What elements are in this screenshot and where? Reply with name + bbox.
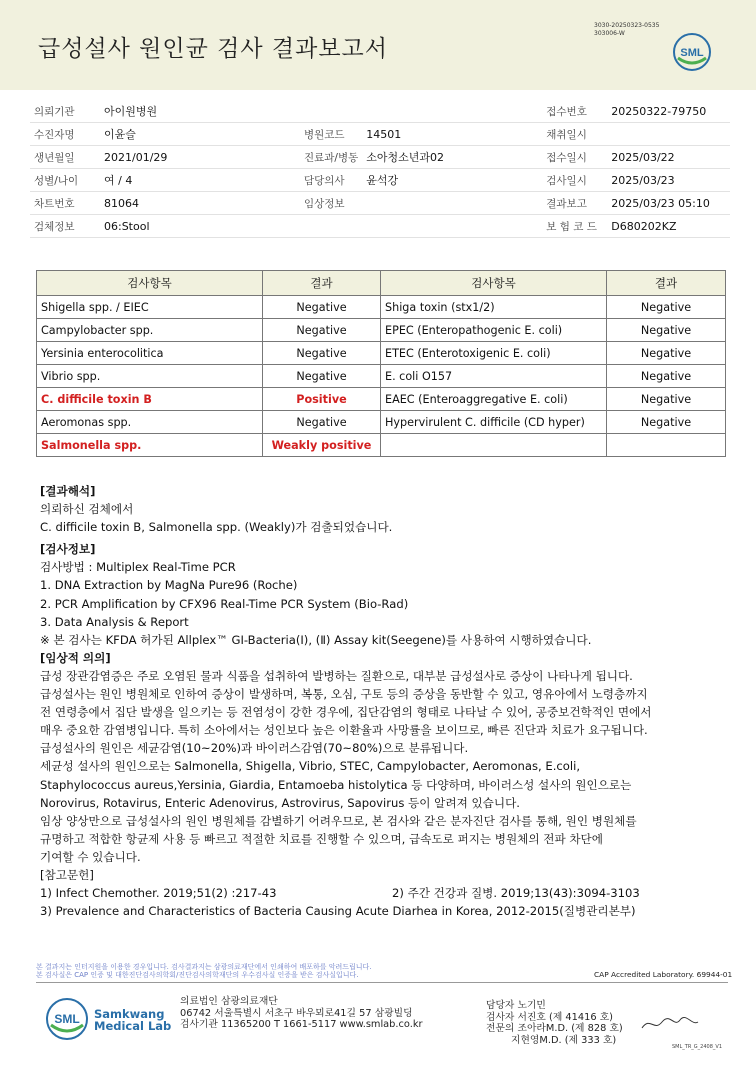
org-name	[94, 1008, 171, 1032]
test-item: Shigella spp. / EIEC	[37, 296, 263, 319]
result-row	[37, 388, 726, 411]
info-value: 06:Stool	[100, 215, 300, 238]
signatories	[486, 1000, 623, 1046]
info-value	[362, 215, 542, 238]
info-label: 보 험 코 드	[542, 215, 607, 238]
info-value: 81064	[100, 192, 300, 215]
info-label: 차트번호	[30, 192, 100, 215]
text-line: ※ 본 검사는 KFDA 허가된 Allplex™ GI-Bacteria(Ⅰ), (Ⅱ) Assay kit(Seegene)를 사용하여 시행하였습니다.	[40, 632, 592, 647]
text-line: 검사방법 : Multiplex Real-Time PCR	[40, 560, 236, 575]
info-value	[362, 100, 542, 123]
report-header	[0, 0, 756, 90]
info-value: 2025/03/23	[607, 169, 730, 192]
info-row	[30, 146, 730, 169]
document-id	[594, 22, 659, 38]
info-label	[300, 215, 362, 238]
info-value: 2025/03/23 05:10	[607, 192, 730, 215]
report-title: 급성설사 원인균 검사 결과보고서	[38, 36, 388, 62]
sml-logo-text: SML	[680, 47, 704, 59]
result-value: Negative	[607, 342, 726, 365]
test-item: C. difficile toxin B	[37, 388, 263, 411]
result-value: Negative	[263, 411, 381, 434]
patient-info-table	[30, 100, 730, 238]
org-address	[180, 996, 423, 1031]
info-lines	[40, 558, 740, 648]
result-row	[37, 365, 726, 388]
col-result: 결과	[263, 271, 381, 296]
test-item: EAEC (Enteroaggregative E. coli)	[381, 388, 607, 411]
info-label: 접수일시	[542, 146, 607, 169]
result-value: Negative	[263, 365, 381, 388]
info-label: 채취일시	[542, 123, 607, 146]
interp-line: C. difficile toxin B, Salmonella spp. (Weakly)가 검출되었습니다.	[40, 520, 393, 535]
col-result-2: 결과	[607, 271, 726, 296]
result-row	[37, 342, 726, 365]
info-label: 접수번호	[542, 100, 607, 123]
test-item: E. coli O157	[381, 365, 607, 388]
test-item: Campylobacter spp.	[37, 319, 263, 342]
text-line: 매우 중요한 감염병입니다. 특히 소아에서는 성인보다 높은 이환율과 사망률을 보이므로, 빠른 진단과 치료가 요구됩니다.	[40, 723, 648, 738]
signatory-line: 검사자 서진호 (제 41416 호)	[486, 1011, 613, 1023]
test-item: Shiga toxin (stx1/2)	[381, 296, 607, 319]
signatory-line: 담당자 노기민	[486, 1000, 546, 1011]
info-value: 2021/01/29	[100, 146, 300, 169]
info-label: 병원코드	[300, 123, 362, 146]
info-label: 의뢰기관	[30, 100, 100, 123]
info-label: 생년월일	[30, 146, 100, 169]
result-value: Negative	[263, 319, 381, 342]
result-value: Weakly positive	[263, 434, 381, 457]
info-row	[30, 169, 730, 192]
address-line: 검사기관 11365200 T 1661-5117 www.smlab.co.kr	[180, 1019, 423, 1030]
info-label: 성별/나이	[30, 169, 100, 192]
test-item: Salmonella spp.	[37, 434, 263, 457]
info-label: 결과보고	[542, 192, 607, 215]
info-value	[362, 192, 542, 215]
info-value: 14501	[362, 123, 542, 146]
info-value: 20250322-79750	[607, 100, 730, 123]
text-line: 급성 장관감염증은 주로 오염된 물과 식품을 섭취하여 발병하는 질환으로, 대부분 급성설사로 증상이 나타나게 됩니다.	[40, 668, 633, 683]
clinical-lines	[40, 667, 740, 866]
result-row	[37, 319, 726, 342]
info-label: 진료과/병동	[300, 146, 362, 169]
test-item: EPEC (Enteropathogenic E. coli)	[381, 319, 607, 342]
interp-title: [결과해석]	[40, 484, 96, 498]
results-header-row	[37, 271, 726, 296]
info-label	[300, 100, 362, 123]
address-line: 06742 서울특별시 서초구 바우뫼로41길 57 삼광빌딩	[180, 1007, 413, 1019]
result-value: Negative	[263, 296, 381, 319]
test-item: Vibrio spp.	[37, 365, 263, 388]
test-item: Hypervirulent C. difficile (CD hyper)	[381, 411, 607, 434]
info-value: 소아청소년과02	[362, 146, 542, 169]
text-line: 2. PCR Amplification by CFX96 Real-Time PCR System (Bio-Rad)	[40, 596, 409, 611]
sml-logo-icon	[672, 32, 712, 72]
sml-footer-logo-icon	[44, 996, 90, 1042]
signatory-line: 전문의 조아라M.D. (제 828 호)	[486, 1023, 623, 1034]
form-number: SML_TR_G_2408_V1	[672, 1044, 723, 1050]
info-value: 아이원병원	[100, 100, 300, 123]
org-name-line1: Samkwang	[94, 1007, 165, 1021]
text-line: 전 연령층에서 집단 발생을 일으키는 등 전염성이 강한 경우에, 집단감염의 형태로 나타날 수 있어, 공중보건학적인 면에서	[40, 705, 652, 720]
signature-icon	[640, 1014, 700, 1034]
report-body	[40, 482, 740, 920]
result-value: Negative	[607, 319, 726, 342]
result-value	[607, 434, 726, 457]
info-label: 담당의사	[300, 169, 362, 192]
footer-divider	[36, 982, 728, 983]
info-value: 이윤슬	[100, 123, 300, 146]
result-value: Negative	[607, 411, 726, 434]
ref-title: [참고문헌]	[40, 867, 94, 882]
result-row	[37, 296, 726, 319]
result-row	[37, 434, 726, 457]
clinical-title: [임상적 의의]	[40, 650, 111, 665]
info-label: 수진자명	[30, 123, 100, 146]
text-line: 기여할 수 있습니다.	[40, 849, 141, 864]
text-line: 세균성 설사의 원인으로는 Salmonella, Shigella, Vibrio, STEC, Campylobacter, Aeromonas, E.coli,	[40, 759, 581, 774]
text-line: Staphylococcus aureus,Yersinia, Giardia, Entamoeba histolytica 등 다양하며, 바이러스성 설사의 원인으로는	[40, 777, 632, 792]
results-table	[36, 270, 726, 457]
document-id-line1: 3030-20250323-0535	[594, 22, 660, 29]
info-row	[30, 192, 730, 215]
info-title: [검사정보]	[40, 542, 96, 557]
info-value	[607, 123, 730, 146]
result-value: Negative	[263, 342, 381, 365]
address-line: 의료법인 삼광의료재단	[180, 996, 278, 1007]
disclaimer-1: 본 결과지는 인터지원을 이용한 경우입니다. 검사결과지는 삼광의료재단에서 인쇄하여 배포하를 악려드립니다.	[36, 963, 372, 971]
info-label: 임상정보	[300, 192, 362, 215]
result-value: Positive	[263, 388, 381, 411]
info-label: 검사일시	[542, 169, 607, 192]
text-line: 급성설사는 원인 병원체로 인하여 증상이 발생하며, 복통, 오심, 구토 등의 증상을 동반할 수 있고, 영유아에서 노령층까지	[40, 687, 648, 702]
test-item: Aeromonas spp.	[37, 411, 263, 434]
text-line: 1. DNA Extraction by MagNa Pure96 (Roche)	[40, 578, 298, 593]
sml-footer-logo-text: SML	[54, 1012, 80, 1026]
info-row	[30, 100, 730, 123]
disclaimer-2: 본 검사실은 CAP 인증 및 대한진단검사의학회/진단검사의학재단의 우수검사실 인증을 받은 검사실입니다.	[36, 971, 359, 979]
info-value: D680202KZ	[607, 215, 730, 238]
info-row	[30, 123, 730, 146]
info-label: 검체정보	[30, 215, 100, 238]
col-test-item: 검사항목	[37, 271, 263, 296]
info-value: 2025/03/22	[607, 146, 730, 169]
test-item: ETEC (Enterotoxigenic E. coli)	[381, 342, 607, 365]
col-test-item-2: 검사항목	[381, 271, 607, 296]
info-row	[30, 215, 730, 238]
text-line: 임상 양상만으로 급성설사의 원인 병원체를 감별하기 어려우므로, 본 검사와 같은 분자진단 검사를 통해, 원인 병원체를	[40, 813, 637, 828]
result-value: Negative	[607, 388, 726, 411]
result-value: Negative	[607, 296, 726, 319]
text-line: Norovirus, Rotavirus, Enteric Adenovirus, Astrovirus, Sapovirus 등이 알려져 있습니다.	[40, 795, 520, 810]
text-line: 급성설사의 원인은 세균감염(10~20%)과 바이러스감염(70~80%)으로 분류됩니다.	[40, 741, 469, 756]
result-value: Negative	[607, 365, 726, 388]
document-id-line2: 303006-W	[594, 30, 625, 37]
org-name-line2: Medical Lab	[94, 1019, 172, 1033]
ref-3: 3) Prevalence and Characteristics of Bacteria Causing Acute Diarhea in Korea, 2012-2015(질병관리본부)	[40, 904, 636, 919]
ref-2: 2) 주간 건강과 질병. 2019;13(43):3094-3103	[392, 886, 640, 901]
text-line: 규명하고 적합한 항균제 사용 등 빠르고 적절한 치료를 진행할 수 있으며, 급속도로 퍼지는 병원체의 전파 차단에	[40, 831, 603, 846]
info-value: 윤석강	[362, 169, 542, 192]
signatory-line: 지현영M.D. (제 333 호)	[511, 1034, 617, 1046]
interp-line: 의뢰하신 검체에서	[40, 502, 134, 517]
test-item	[381, 434, 607, 457]
cap-accreditation: CAP Accredited Laboratory. 69944-01	[594, 970, 733, 979]
ref-row	[40, 884, 740, 902]
text-line: 3. Data Analysis & Report	[40, 614, 189, 629]
info-value: 여 / 4	[100, 169, 300, 192]
test-item: Yersinia enterocolitica	[37, 342, 263, 365]
ref-1: 1) Infect Chemother. 2019;51(2) :217-43	[40, 886, 277, 901]
result-row	[37, 411, 726, 434]
